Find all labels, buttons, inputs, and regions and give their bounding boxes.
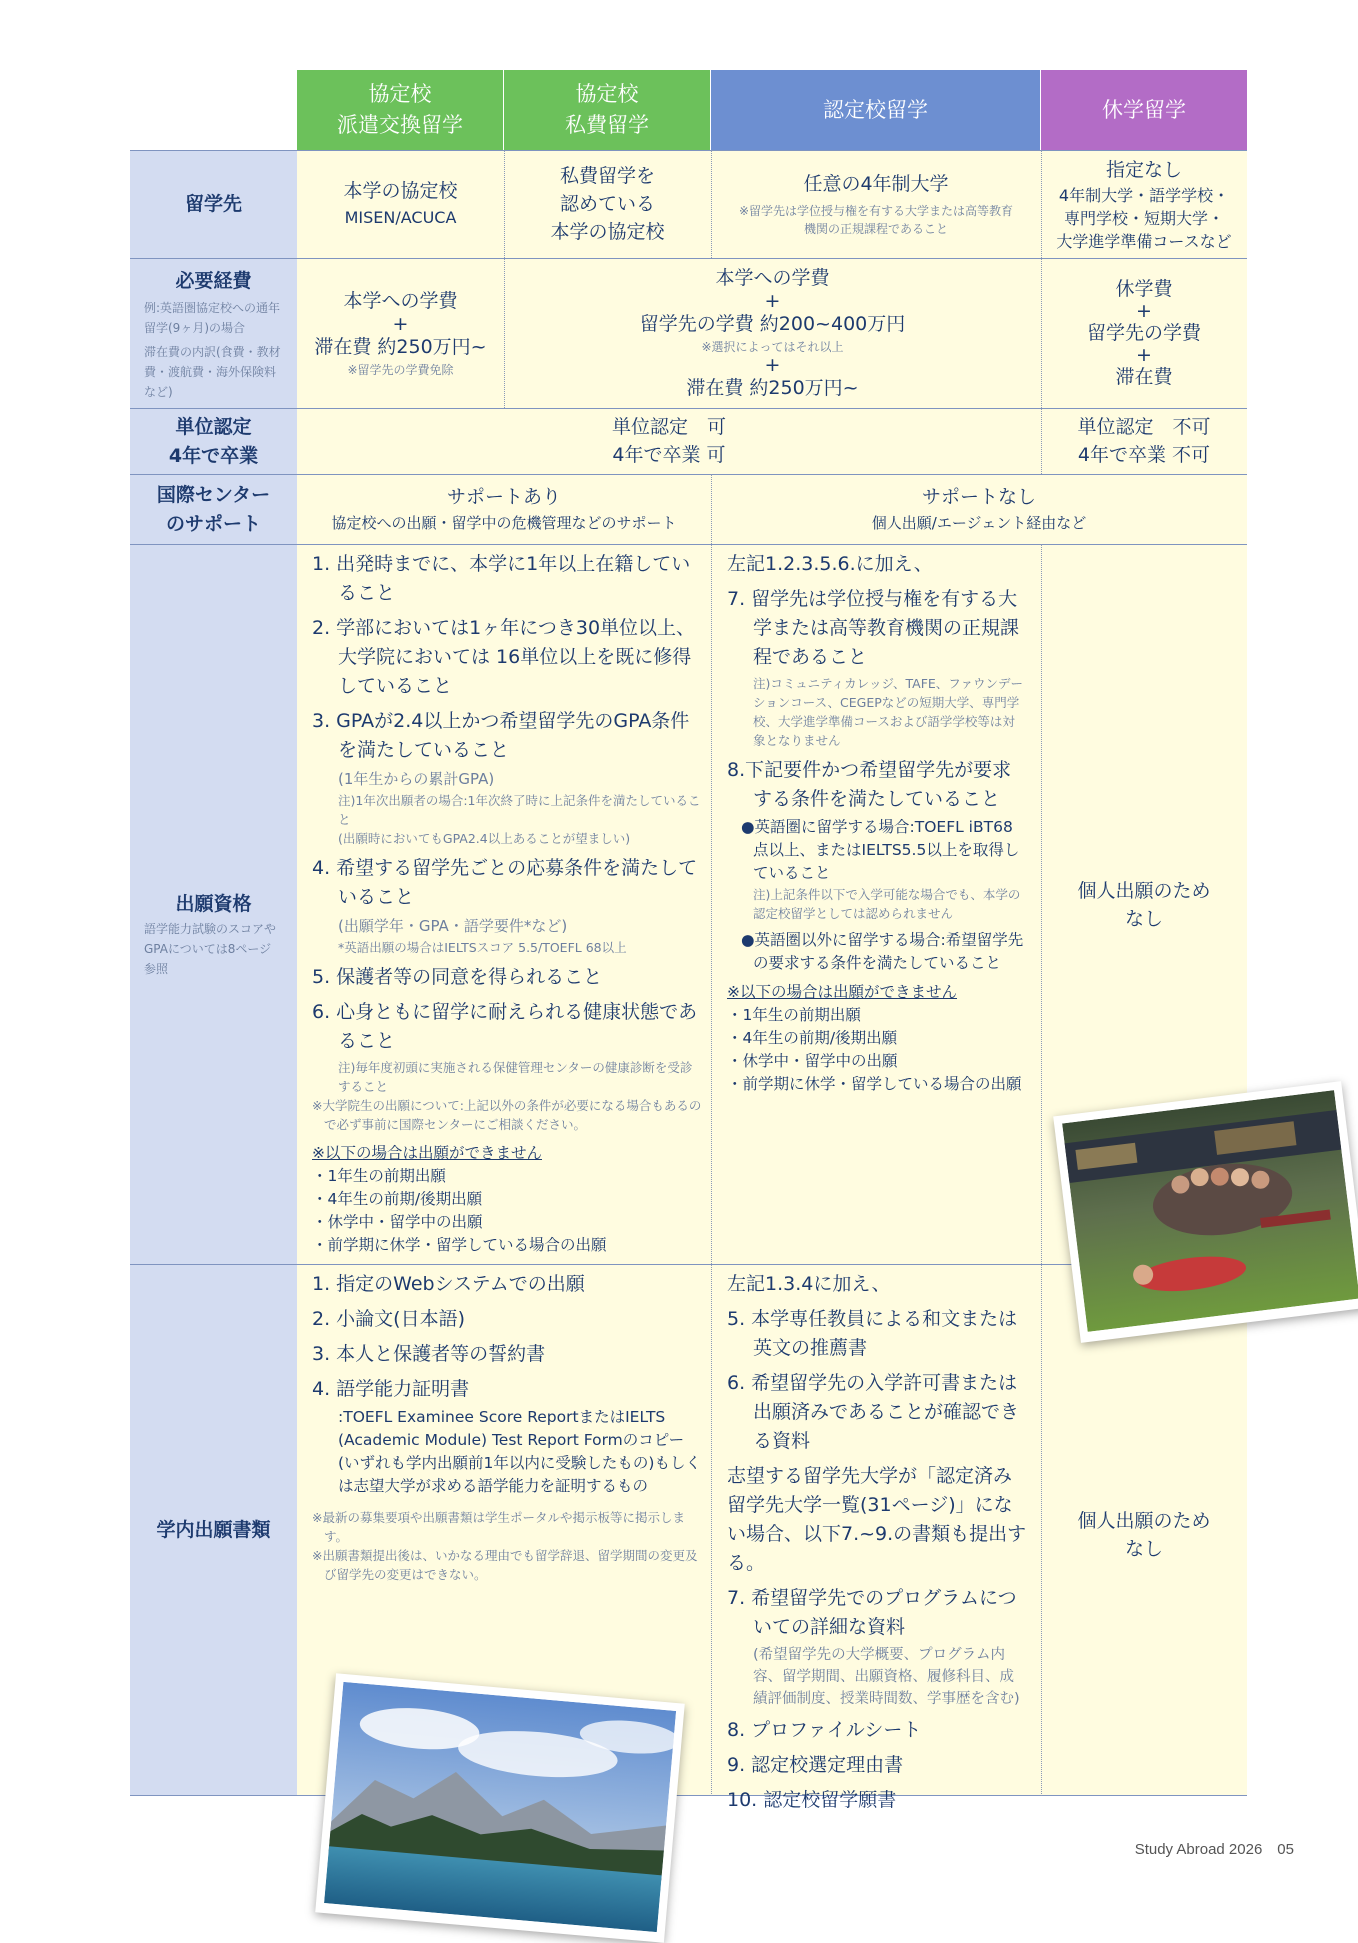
destination-col1: 本学の協定校 MISEN/ACUCA (343, 180, 458, 227)
destination-col2: 私費留学を 認めている 本学の協定校 (550, 165, 665, 243)
credit-col123: 単位認定 可 4年で卒業 可 (611, 416, 726, 466)
group-photo-image (1062, 1090, 1358, 1332)
cost-col4: 休学費 + 留学先の学費 + 滞在費 (1086, 278, 1201, 388)
support-col34: サポートなし 個人出願/エージェント経由など (871, 486, 1087, 532)
label-destination: 留学先 (130, 150, 297, 258)
lake-photo-image (324, 1682, 676, 1932)
label-support: 国際センター のサポート (130, 474, 297, 544)
eligibility-item: 6. 心身ともに留学に耐えられる健康状態であること (312, 1001, 698, 1052)
group-photo (1053, 1081, 1358, 1343)
header-col4: 休学留学 (1041, 70, 1247, 150)
cost-col1: 本学への学費 + 滞在費 約250万円~ ※留学先の学費免除 (314, 290, 487, 377)
lake-photo (315, 1673, 685, 1943)
eligibility-col4: 個人出願のため なし (1077, 880, 1211, 930)
eligibility-item: 4. 希望する留学先ごとの応募条件を満たしていること (312, 857, 698, 908)
destination-col4: 指定なし 4年制大学・語学学校・ 専門学校・短期大学・ 大学進学準備コースなど (1056, 158, 1232, 251)
header-col3: 認定校留学 (711, 70, 1041, 150)
eligibility-item: 5. 保護者等の同意を得られること (312, 966, 603, 988)
eligibility-item: 3. GPAが2.4以上かつ希望留学先のGPA条件を満たしていること (312, 710, 690, 761)
divider (1041, 544, 1042, 1796)
cost-col23: 本学への学費 + 留学先の学費 約200~400万円 ※選択によってはそれ以上 + 滞在費 約250万円~ (639, 267, 906, 399)
destination-col3: 任意の4年制大学 ※留学先は学位授与権を有する大学または高等教育 機関の正規課程であること (738, 173, 1014, 236)
support-col12: サポートあり 協定校への出願・留学中の危機管理などのサポート (331, 486, 677, 532)
label-credit: 単位認定 4年で卒業 (130, 408, 297, 474)
page-footer: Study Abroad 2026 05 (1134, 1841, 1294, 1858)
eligibility-item: 2. 学部においては1ヶ年につき30単位以上、大学院においては 16単位以上を既に修得していること (312, 617, 696, 697)
header-col1: 協定校 派遣交換留学 (297, 70, 504, 150)
label-documents: 学内出願書類 (130, 1264, 297, 1796)
eligibility-left: 1. 出発時までに、本学に1年以上在籍していること 2. 学部においては1ヶ年につき30単位以上、大学院においては 16単位以上を既に修得していること 3. GPAが2.4以上かつ希望留学先のGPA条件を満たしていること (1年生からの累計GPA) 注)1年次出願者の場合:1年次終了時に上記条件を満たしていること (出願時においてもGPA2.4以上あることが望ましい) 4. 希望する留学先ごとの応募条件を満たしていること (出願学年・GPA・語学要件*など) *英語出願の場合はIELTSスコア 5.5/TOEFL 68以上 5. 保護者等の同意を得られること 6. 心身ともに留学に耐えられる健康状態であること 注)毎年度初頭に実施される保健管理センターの健康診断を受診すること ※大学院生の出願について:上記以外の条件が必要になる場合もあるので必ず事前に国際センターにご相談ください。 ※以下の場合は出願ができません ・1年生の前期出願 ・4年生の前期/後期出願 ・休学中・留学中の出願 ・前学期に休学・留学している場合の出願 (312, 550, 702, 1257)
documents-left: 1. 指定のWebシステムでの出願 2. 小論文(日本語) 3. 本人と保護者等の誓約書 4. 語学能力証明書 :TOEFL Examinee Score ReportまたはIELTS (Academic Module) Test Report Formのコピー (いずれも学内出願前1年以内に受験したもの)もしくは志望大学が求める語学能力を証明するもの ※最新の募集要項や出願書類は学生ポータルや掲示板等に掲示します。 ※出願書類提出後は、いかなる理由でも留学辞退、留学期間の変更及び留学先の変更はできない。 (312, 1273, 701, 1582)
documents-col4: 個人出願のため なし (1077, 1510, 1211, 1560)
divider (711, 474, 712, 1796)
documents-right: 左記1.3.4に加え、 5. 本学専任教員による和文または英文の推薦書 6. 希望留学先の入学許可書または出願済みであることが確認できる資料 志望する留学先大学が「認定済み留学先大学一覧(31ページ)」にない場合、以下7.~9.の書類も提出する。 7. 希望留学先でのプログラムについての詳細な資料 (希望留学先の大学概要、プログラム内容、留学期間、出願資格、履修科目、成績評価制度、授業時間数、学事歴を含む) 8. プロファイルシート 9. 認定校選定理由書 10. 認定校留学願書 (727, 1273, 1027, 1811)
credit-col4: 単位認定 不可 4年で卒業 不可 (1077, 416, 1211, 466)
eligibility-right: 左記1.2.3.5.6.に加え、 7. 留学先は学位授与権を有する大学または高等教育機関の正規課程であること 注)コミュニティカレッジ、TAFE、ファウンデーションコース、CEGEPなどの短期大学、専門学校、大学進学準備コースおよび語学学校等は対象となりません 8.下記要件かつ希望留学先が要求する条件を満たしていること ●英語圏に留学する場合:TOEFL iBT68点以上、またはIELTS5.5以上を取得していること 注)上記条件以下で入学可能な場合でも、本学の認定校留学としては認められません ●英語圏以外に留学する場合:希望留学先の要求する条件を満たしていること ※以下の場合は出願ができません ・1年生の前期出願 ・4年生の前期/後期出願 ・休学中・留学中の出願 ・前学期に休学・留学している場合の出願 (727, 553, 1024, 1093)
header-col2: 協定校 私費留学 (504, 70, 711, 150)
eligibility-item: 1. 出発時までに、本学に1年以上在籍していること (312, 553, 691, 604)
label-cost: 必要経費 例:英語圏協定校への通年留学(9ヶ月)の場合 滞在費の内訳(食費・教材費・渡航費・海外保険料など) (130, 258, 297, 408)
label-eligibility: 出願資格 語学能力試験のスコアやGPAについては8ページ参照 (130, 544, 297, 1264)
